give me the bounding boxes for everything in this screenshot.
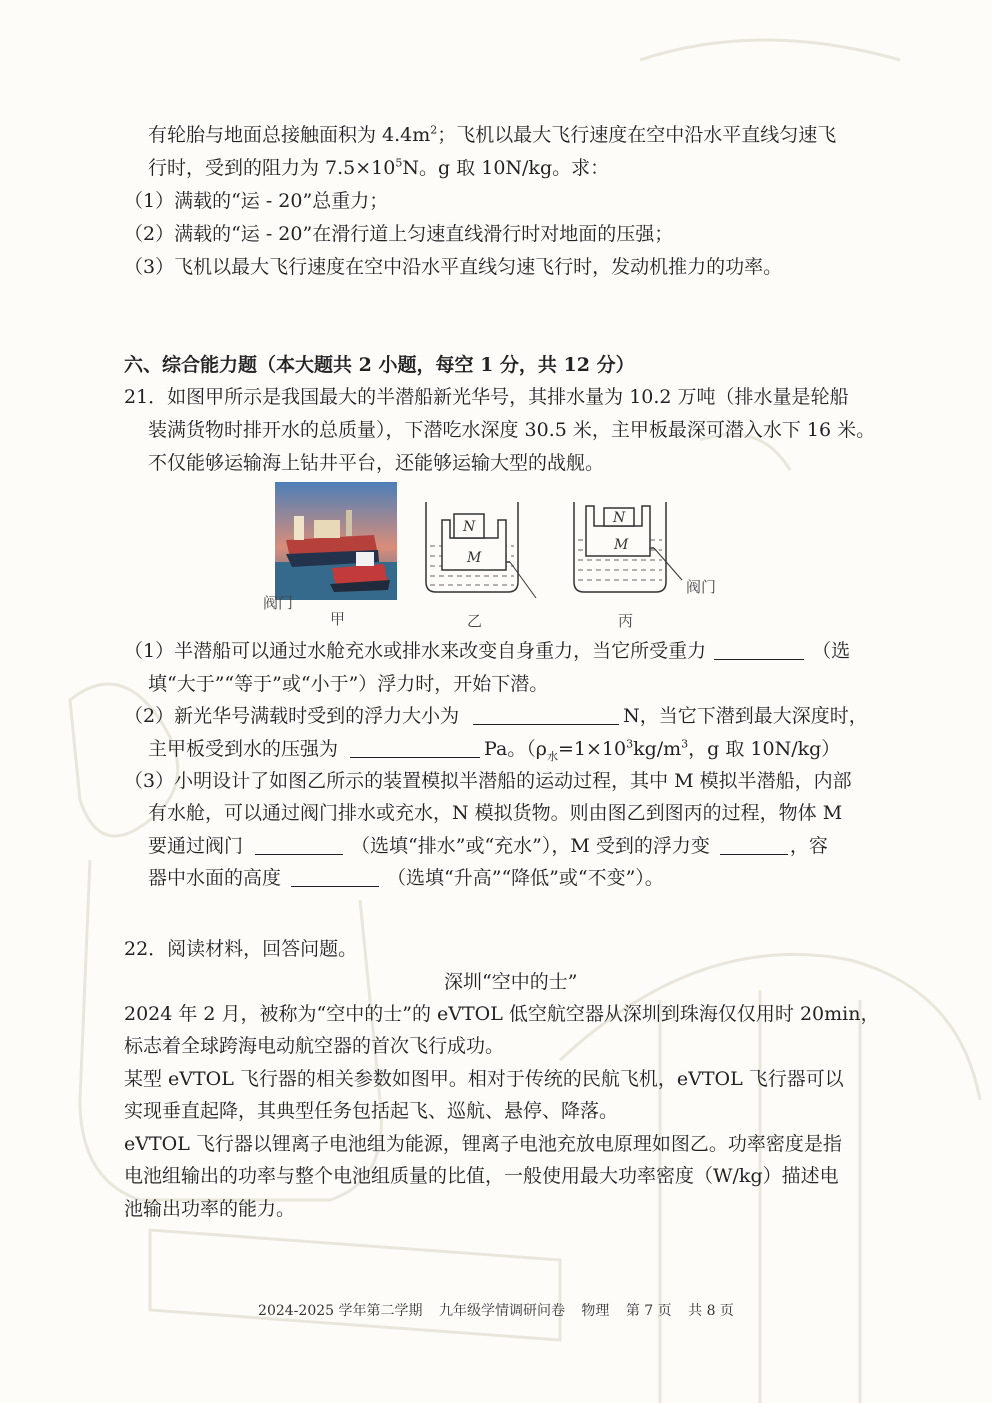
q21-p1-text-a: （1）半潜船可以通过水舱充水或排水来改变自身重力，当它所受重力	[124, 640, 707, 662]
section-6-title: 六、综合能力题（本大题共 2 小题，每空 1 分，共 12 分）	[124, 354, 635, 376]
q22-para-2-line-2: 实现垂直起降，其典型任务包括起飞、巡航、悬停、降落。	[124, 1100, 619, 1122]
footer-term: 2024-2025 学年第二学期	[258, 1303, 423, 1319]
q22-para-3-line-1: eVTOL 飞行器以锂离子电池组为能源，锂离子电池充放电原理如图乙。功率密度是指	[124, 1133, 842, 1155]
q20-part-3: （3）飞机以最大飞行速度在空中沿水平直线匀速飞行时，发动机推力的功率。	[124, 256, 783, 278]
q21-part-3-line-3	[148, 831, 828, 861]
ship-photo	[275, 482, 397, 600]
q20-part-1: （1）满载的“运 - 20”总重力；	[124, 190, 389, 212]
q21-part-1-line-1	[124, 636, 850, 666]
q21-part-3-line-2: 有水舱，可以通过阀门排水或充水，N 模拟货物。则由图乙到图丙的过程，物体 M	[148, 802, 843, 824]
q21-p2-text-d: Pa。（ρ	[484, 738, 547, 760]
q22-para-1-line-2: 标志着全球跨海电动航空器的首次飞行成功。	[124, 1035, 505, 1057]
q21-p2-sub-water: 水	[546, 749, 558, 763]
q21-p2-text-g: ，g 取 10N/kg）	[688, 738, 841, 760]
answer-blank-6[interactable]	[291, 866, 379, 887]
q21-p2-text-e: =1×10	[557, 738, 627, 760]
q21-p2-text-c: 主甲板受到水的压强为	[148, 738, 339, 760]
answer-blank-3[interactable]	[350, 737, 480, 758]
footer-subject: 物理	[581, 1303, 610, 1319]
q21-part-3-line-4	[148, 863, 664, 893]
diagram-b-m-label: M	[467, 550, 482, 566]
q21-p3-text-c2: （选填“排水”或“充水”），M 受到的浮力变	[351, 835, 710, 857]
q21-p2-text-f: kg/m	[633, 738, 682, 760]
q22-para-3-line-3: 池输出功率的能力。	[124, 1198, 296, 1220]
footer-grade: 九年级学情调研问卷	[438, 1303, 565, 1319]
q20-sup-1: 2	[430, 123, 438, 137]
answer-blank-4[interactable]	[255, 834, 343, 855]
q20-text-1a: 有轮胎与地面总接触面积为 4.4m	[148, 124, 431, 146]
footer-total-pages: 共 8 页	[688, 1303, 734, 1319]
q21-p3-text-c3: ，容	[789, 835, 828, 857]
q21-p1-text-b: （选	[812, 640, 851, 662]
q20-text-1b: ；飞机以最大飞行速度在空中沿水平直线匀速飞	[437, 124, 837, 146]
answer-blank-2[interactable]	[473, 704, 619, 725]
diagram-b-n-label: N	[463, 519, 476, 535]
q21-line-3: 不仅能够运输海上钻井平台，还能够运输大型的战舰。	[148, 452, 605, 474]
q21-p3-text-d2: （选填“升高”“降低”或“不变”）。	[387, 867, 664, 889]
q22-article-title: 深圳“空中的士”	[444, 971, 578, 993]
q22-para-1-line-1: 2024 年 2 月，被称为“空中的士”的 eVTOL 低空航空器从深圳到珠海仅仅用时 20min，	[124, 1003, 880, 1025]
q21-part-1-line-2: 填“大于”“等于”或“小于”）浮力时，开始下潜。	[148, 673, 549, 695]
q20-text-2a: 行时，受到的阻力为 7.5×10	[148, 157, 396, 179]
q21-p3-text-c1: 要通过阀门	[148, 835, 244, 857]
footer-page-number: 第 7 页	[625, 1303, 672, 1319]
q20-part-2: （2）满载的“运 - 20”在滑行道上匀速直线滑行时对地面的压强；	[124, 223, 674, 245]
q21-p2-text-a: （2）新光华号满载时受到的浮力大小为	[124, 705, 460, 727]
page-footer	[0, 1300, 992, 1320]
q20-text-2b: N。g 取 10N/kg。求：	[402, 157, 610, 179]
figure-label-valve-b: 阀门	[263, 594, 294, 612]
q21-line-1: 21．如图甲所示是我国最大的半潜船新光华号，其排水量为 10.2 万吨（排水量是轮船	[124, 386, 849, 408]
q21-p2-sup-1: 3	[626, 737, 634, 751]
q21-p2-sup-2: 3	[681, 737, 689, 751]
q21-part-2-line-1	[124, 701, 868, 731]
figure-label-valve-c: 阀门	[686, 578, 717, 596]
q21-part-2-line-2	[148, 734, 840, 764]
q22-heading: 22．阅读材料，回答问题。	[124, 938, 358, 960]
q22-para-2-line-1: 某型 eVTOL 飞行器的相关参数如图甲。相对于传统的民航飞机，eVTOL 飞行器可以	[124, 1068, 844, 1090]
q20-line-1	[148, 120, 836, 150]
diagram-c-m-label: M	[614, 537, 629, 553]
diagram-c-n-label: N	[613, 510, 626, 526]
q20-line-2	[148, 153, 609, 183]
q21-line-2: 装满货物时排开水的总质量），下潜吃水深度 30.5 米，主甲板最深可潜入水下 16 米。	[148, 419, 876, 441]
q22-para-3-line-2: 电池组输出的功率与整个电池组质量的比值，一般使用最大功率密度（W/kg）描述电	[124, 1165, 839, 1187]
answer-blank-1[interactable]	[714, 639, 804, 660]
figure-label-jia: 甲	[330, 610, 346, 628]
figure-label-bing: 丙	[618, 612, 634, 630]
figure-label-yi: 乙	[467, 612, 483, 630]
q21-p2-text-b: N，当它下潜到最大深度时，	[623, 705, 868, 727]
q21-part-3-line-1: （3）小明设计了如图乙所示的装置模拟半潜船的运动过程，其中 M 模拟半潜船，内部	[124, 770, 852, 792]
answer-blank-5[interactable]	[720, 834, 788, 855]
q20-sup-2: 5	[395, 156, 403, 170]
q21-p3-text-d1: 器中水面的高度	[148, 867, 282, 889]
